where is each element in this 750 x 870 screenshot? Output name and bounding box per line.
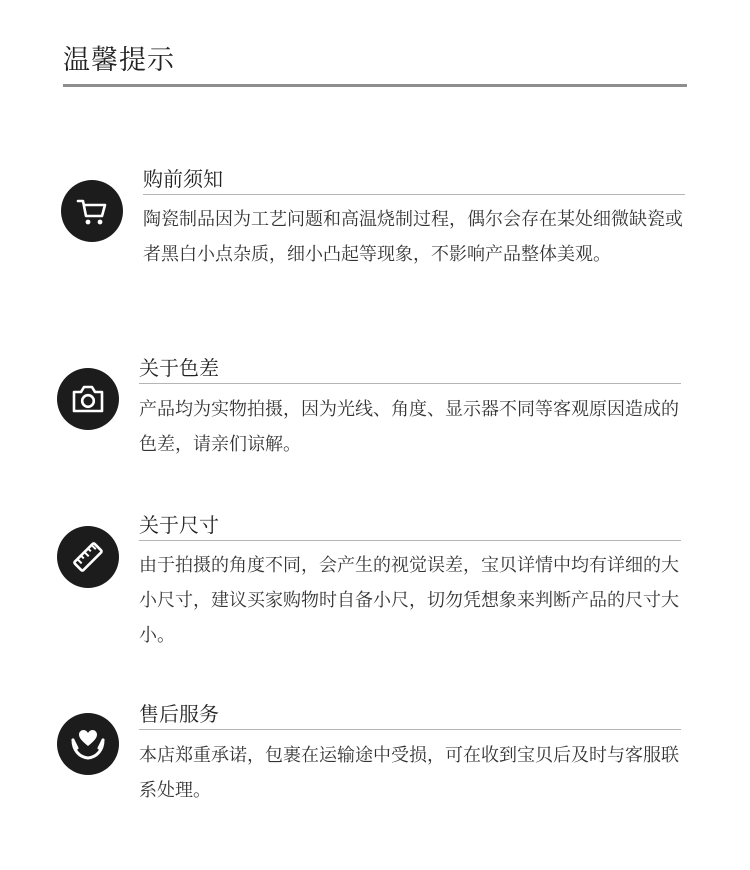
camera-icon [57,368,119,430]
section-body-after-sales: 本店郑重承诺，包裹在运输途中受损，可在收到宝贝后及时与客服联系处理。 [139,745,679,801]
section-body-pre-purchase: 陶瓷制品因为工艺问题和高温烧制过程，偶尔会存在某处细微缺瓷或者黑白小点杂质，细小凸起等现象，不影响产品整体美观。 [143,209,683,265]
section-heading-size: 关于尺寸 [139,513,219,537]
section-heading-after-sales: 售后服务 [139,702,219,726]
section-heading-color-difference: 关于色差 [139,356,219,380]
shopping-cart-icon [61,180,123,242]
section-body-color-difference: 产品均为实物拍摄，因为光线、角度、显示器不同等客观原因造成的色差，请亲们谅解。 [139,399,679,455]
section-divider [139,729,681,730]
section-divider [139,540,681,541]
section-divider [143,194,685,195]
section-heading-pre-purchase: 购前须知 [143,167,223,191]
page-title: 温馨提示 [63,45,175,76]
title-divider [63,84,687,87]
section-body-size: 由于拍摄的角度不同，会产生的视觉误差，宝贝详情中均有详细的大小尺寸，建议买家购物时自备小尺，切勿凭想象来判断产品的尺寸大小。 [139,555,679,646]
ruler-icon [57,526,119,588]
section-divider [139,383,681,384]
heart-hands-icon [57,713,119,775]
